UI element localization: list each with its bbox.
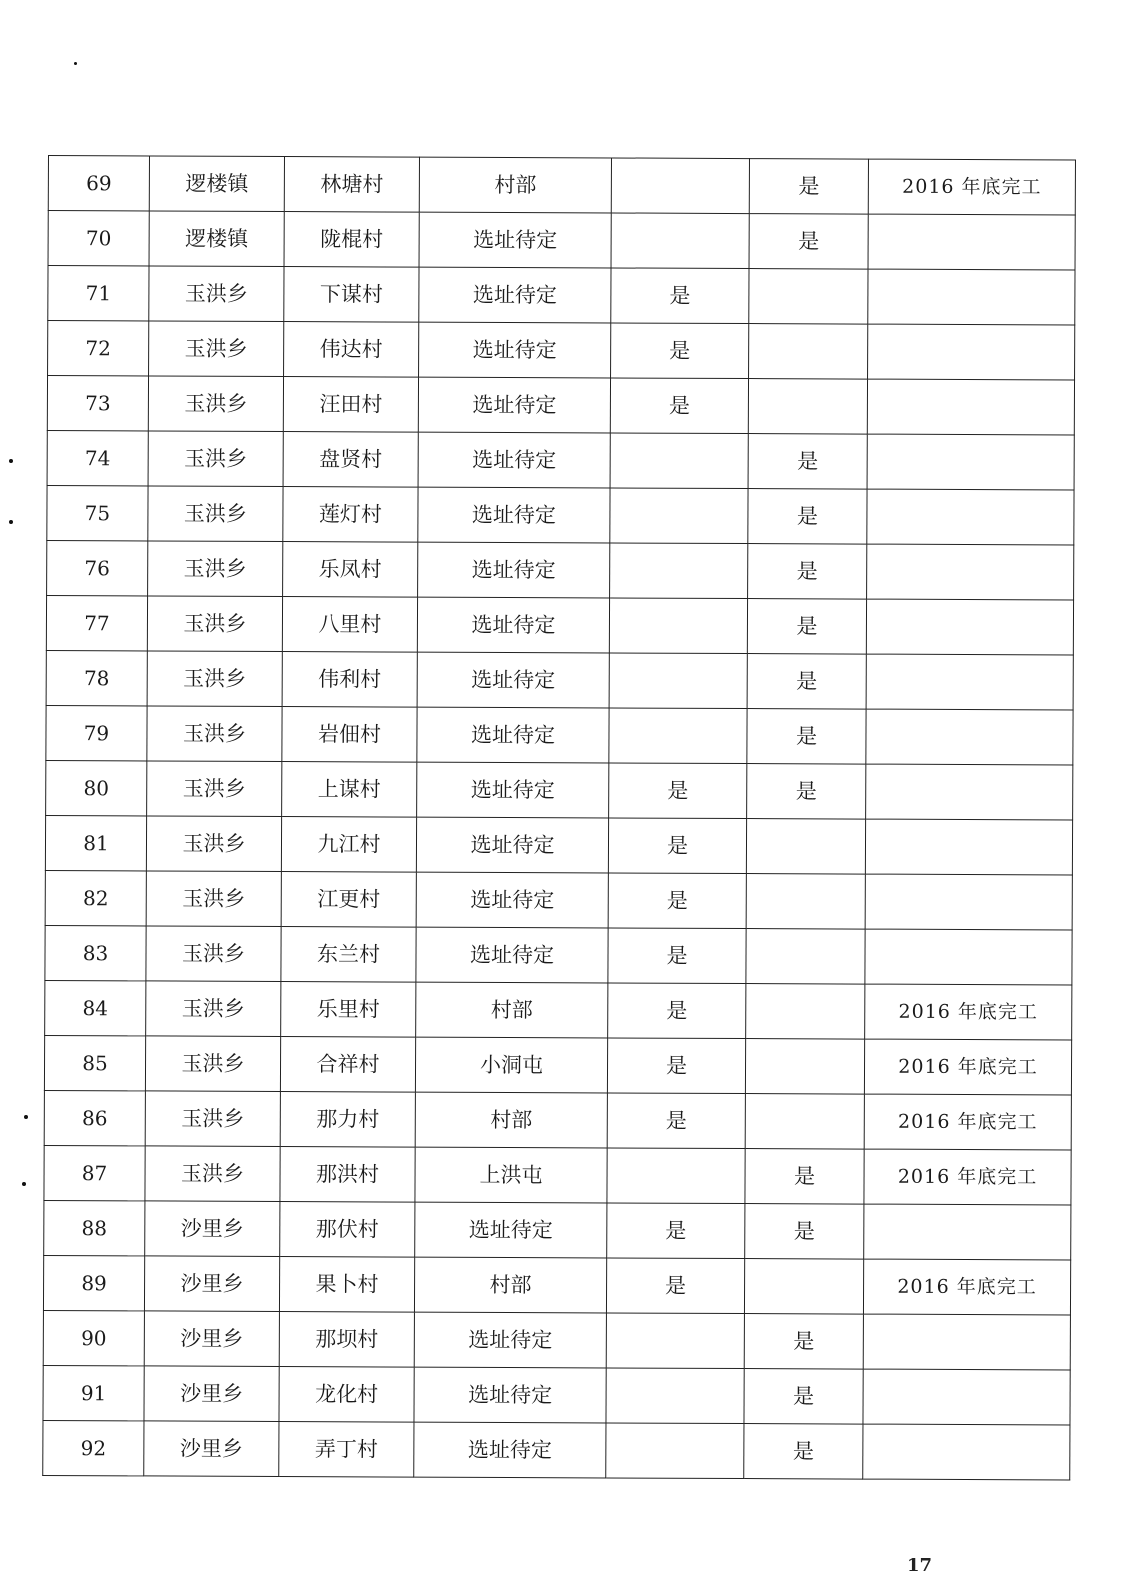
row-number: 70 (48, 211, 149, 266)
town-cell: 玉洪乡 (149, 266, 284, 322)
note-cell: 2016 年底完工 (863, 1259, 1070, 1315)
table-row (48, 321, 1075, 380)
note-cell (864, 1204, 1071, 1260)
table-row (43, 1310, 1070, 1369)
town-cell: 玉洪乡 (145, 1036, 280, 1092)
mark-cell-a (610, 543, 748, 599)
scan-dot (22, 1182, 26, 1186)
village-cell: 那洪村 (280, 1147, 415, 1203)
note-cell (867, 434, 1074, 490)
village-cell: 八里村 (282, 597, 417, 653)
row-number: 73 (47, 376, 148, 431)
note-cell: 2016 年底完工 (864, 1149, 1071, 1205)
scan-dot (9, 459, 13, 463)
mark-cell-b: 是 (748, 434, 867, 490)
table-row (47, 376, 1074, 435)
mark-cell-a: 是 (609, 763, 747, 819)
town-cell: 逻楼镇 (149, 156, 284, 212)
note-cell (866, 764, 1073, 820)
site-cell: 选址待定 (417, 762, 609, 818)
row-number: 90 (43, 1310, 144, 1365)
village-cell: 乐里村 (281, 982, 416, 1038)
note-cell (866, 599, 1073, 655)
town-cell: 玉洪乡 (147, 761, 282, 817)
mark-cell-a (606, 1423, 744, 1479)
row-number: 71 (48, 266, 149, 321)
site-cell: 村部 (419, 157, 611, 213)
town-cell: 沙里乡 (144, 1311, 279, 1367)
town-cell: 玉洪乡 (148, 486, 283, 542)
village-cell: 上谋村 (282, 762, 417, 818)
mark-cell-a (610, 488, 748, 544)
table-row (45, 925, 1072, 984)
mark-cell-a (611, 158, 749, 214)
row-number: 87 (44, 1145, 145, 1200)
table-row (43, 1420, 1070, 1479)
row-number: 88 (44, 1200, 145, 1255)
row-number: 78 (46, 650, 147, 705)
site-cell: 村部 (415, 1092, 607, 1148)
row-number: 92 (43, 1420, 144, 1475)
note-cell: 2016 年底完工 (864, 1094, 1071, 1150)
table-row (43, 1365, 1070, 1424)
town-cell: 玉洪乡 (148, 376, 283, 432)
site-cell: 选址待定 (416, 817, 608, 873)
mark-cell-a (609, 708, 747, 764)
table-row (44, 1090, 1071, 1149)
village-cell: 九江村 (281, 817, 416, 873)
site-cell: 小洞屯 (415, 1037, 607, 1093)
note-cell (867, 489, 1074, 545)
village-cell: 陇棍村 (284, 212, 419, 268)
town-cell: 玉洪乡 (149, 321, 284, 377)
scan-dot (74, 62, 77, 65)
village-site-table (42, 155, 1076, 1480)
note-cell: 2016 年底完工 (868, 159, 1075, 215)
mark-cell-b: 是 (747, 599, 866, 655)
mark-cell-b: 是 (749, 159, 868, 215)
table-row (48, 266, 1075, 325)
site-cell: 选址待定 (414, 1312, 606, 1368)
mark-cell-a (610, 433, 748, 489)
site-cell: 选址待定 (416, 872, 608, 928)
table-row (45, 980, 1072, 1039)
site-cell: 选址待定 (414, 1422, 606, 1478)
mark-cell-b: 是 (745, 1149, 864, 1205)
mark-cell-b: 是 (747, 654, 866, 710)
mark-cell-b (746, 929, 865, 985)
village-cell: 那力村 (280, 1092, 415, 1148)
mark-cell-a: 是 (607, 1038, 745, 1094)
row-number: 76 (47, 540, 148, 595)
mark-cell-a (611, 213, 749, 269)
row-number: 79 (46, 705, 147, 760)
town-cell: 玉洪乡 (148, 541, 283, 597)
village-cell: 莲灯村 (283, 487, 418, 543)
table-row (44, 1035, 1071, 1094)
table-body (43, 156, 1076, 1480)
town-cell: 玉洪乡 (147, 706, 282, 762)
site-cell: 选址待定 (415, 1202, 607, 1258)
town-cell: 沙里乡 (144, 1366, 279, 1422)
row-number: 89 (43, 1255, 144, 1310)
note-cell (868, 269, 1075, 325)
row-number: 83 (45, 925, 146, 980)
village-cell: 龙化村 (279, 1367, 414, 1423)
village-cell: 岩佃村 (282, 707, 417, 763)
table-row (44, 1200, 1071, 1259)
site-cell: 选址待定 (419, 267, 611, 323)
note-cell (867, 379, 1074, 435)
mark-cell-a (606, 1313, 744, 1369)
mark-cell-a: 是 (606, 1258, 744, 1314)
mark-cell-a: 是 (607, 1093, 745, 1149)
village-cell: 盘贤村 (283, 432, 418, 488)
village-cell: 合祥村 (280, 1037, 415, 1093)
note-cell (866, 654, 1073, 710)
town-cell: 沙里乡 (144, 1421, 279, 1477)
site-cell: 选址待定 (419, 212, 611, 268)
village-cell: 林塘村 (284, 157, 419, 213)
table-row (44, 1145, 1071, 1204)
table-row (47, 485, 1074, 544)
row-number: 86 (44, 1090, 145, 1145)
mark-cell-b: 是 (744, 1369, 863, 1425)
town-cell: 玉洪乡 (145, 1146, 280, 1202)
site-cell: 选址待定 (418, 432, 610, 488)
site-cell: 选址待定 (419, 322, 611, 378)
table-row (45, 870, 1072, 929)
town-cell: 玉洪乡 (145, 1091, 280, 1147)
town-cell: 沙里乡 (145, 1201, 280, 1257)
table-row (46, 595, 1073, 654)
site-cell: 村部 (414, 1257, 606, 1313)
table-row (46, 760, 1073, 819)
site-cell: 上洪屯 (415, 1147, 607, 1203)
page-number: 17 (906, 1555, 932, 1576)
note-cell (863, 1424, 1070, 1480)
mark-cell-a: 是 (608, 928, 746, 984)
site-cell: 选址待定 (417, 652, 609, 708)
mark-cell-b (744, 1259, 863, 1315)
mark-cell-a: 是 (607, 1203, 745, 1259)
mark-cell-b: 是 (744, 1314, 863, 1370)
row-number: 85 (44, 1035, 145, 1090)
note-cell (863, 1369, 1070, 1425)
mark-cell-b (749, 324, 868, 380)
table-row (48, 156, 1075, 215)
row-number: 75 (47, 485, 148, 540)
scan-dot (24, 1115, 28, 1119)
mark-cell-a (607, 1148, 745, 1204)
mark-cell-a (606, 1368, 744, 1424)
mark-cell-b (746, 874, 865, 930)
mark-cell-a: 是 (611, 268, 749, 324)
site-cell: 选址待定 (416, 927, 608, 983)
site-cell: 选址待定 (417, 707, 609, 763)
row-number: 84 (45, 980, 146, 1035)
table-row (47, 430, 1074, 489)
mark-cell-b: 是 (744, 1424, 863, 1480)
mark-cell-b: 是 (749, 214, 868, 270)
mark-cell-a: 是 (608, 818, 746, 874)
table-row (43, 1255, 1070, 1314)
mark-cell-b (746, 984, 865, 1040)
site-cell: 选址待定 (414, 1367, 606, 1423)
site-cell: 村部 (416, 982, 608, 1038)
scan-dot (9, 520, 13, 524)
note-cell: 2016 年底完工 (865, 984, 1072, 1040)
mark-cell-b: 是 (747, 764, 866, 820)
note-cell (863, 1314, 1070, 1370)
village-cell: 下谋村 (284, 267, 419, 323)
mark-cell-b: 是 (745, 1204, 864, 1260)
row-number: 72 (48, 321, 149, 376)
table-row (46, 705, 1073, 764)
town-cell: 玉洪乡 (148, 431, 283, 487)
note-cell (868, 324, 1075, 380)
town-cell: 沙里乡 (144, 1256, 279, 1312)
mark-cell-a: 是 (610, 378, 748, 434)
row-number: 74 (47, 430, 148, 485)
mark-cell-a: 是 (608, 983, 746, 1039)
village-cell: 那坝村 (279, 1312, 414, 1368)
note-cell (868, 214, 1075, 270)
mark-cell-b: 是 (748, 489, 867, 545)
row-number: 81 (45, 815, 146, 870)
mark-cell-a: 是 (611, 323, 749, 379)
mark-cell-a (609, 653, 747, 709)
mark-cell-a: 是 (608, 873, 746, 929)
mark-cell-b (746, 819, 865, 875)
table-row (46, 650, 1073, 709)
row-number: 77 (46, 595, 147, 650)
site-cell: 选址待定 (417, 597, 609, 653)
mark-cell-b (745, 1094, 864, 1150)
row-number: 80 (46, 760, 147, 815)
town-cell: 逻楼镇 (149, 211, 284, 267)
mark-cell-b (748, 379, 867, 435)
row-number: 82 (45, 870, 146, 925)
town-cell: 玉洪乡 (146, 926, 281, 982)
table-row (45, 815, 1072, 874)
mark-cell-a (609, 598, 747, 654)
village-cell: 弄丁村 (279, 1422, 414, 1478)
town-cell: 玉洪乡 (146, 871, 281, 927)
village-cell: 那伏村 (280, 1202, 415, 1258)
row-number: 69 (48, 156, 149, 211)
town-cell: 玉洪乡 (146, 816, 281, 872)
mark-cell-b: 是 (747, 709, 866, 765)
mark-cell-b: 是 (748, 544, 867, 600)
mark-cell-b (745, 1039, 864, 1095)
note-cell (865, 929, 1072, 985)
village-cell: 江更村 (281, 872, 416, 928)
village-cell: 伟达村 (284, 322, 419, 378)
town-cell: 玉洪乡 (147, 651, 282, 707)
village-cell: 伟利村 (282, 652, 417, 708)
note-cell (865, 819, 1072, 875)
mark-cell-b (749, 269, 868, 325)
site-cell: 选址待定 (418, 377, 610, 433)
village-cell: 东兰村 (281, 927, 416, 983)
note-cell (865, 874, 1072, 930)
site-cell: 选址待定 (418, 542, 610, 598)
table-row (47, 540, 1074, 599)
note-cell: 2016 年底完工 (864, 1039, 1071, 1095)
village-cell: 乐凤村 (283, 542, 418, 598)
note-cell (867, 544, 1074, 600)
site-cell: 选址待定 (418, 487, 610, 543)
village-cell: 果卜村 (279, 1257, 414, 1313)
town-cell: 玉洪乡 (146, 981, 281, 1037)
village-cell: 汪田村 (283, 377, 418, 433)
table-row (48, 211, 1075, 270)
row-number: 91 (43, 1365, 144, 1420)
town-cell: 玉洪乡 (147, 596, 282, 652)
note-cell (866, 709, 1073, 765)
